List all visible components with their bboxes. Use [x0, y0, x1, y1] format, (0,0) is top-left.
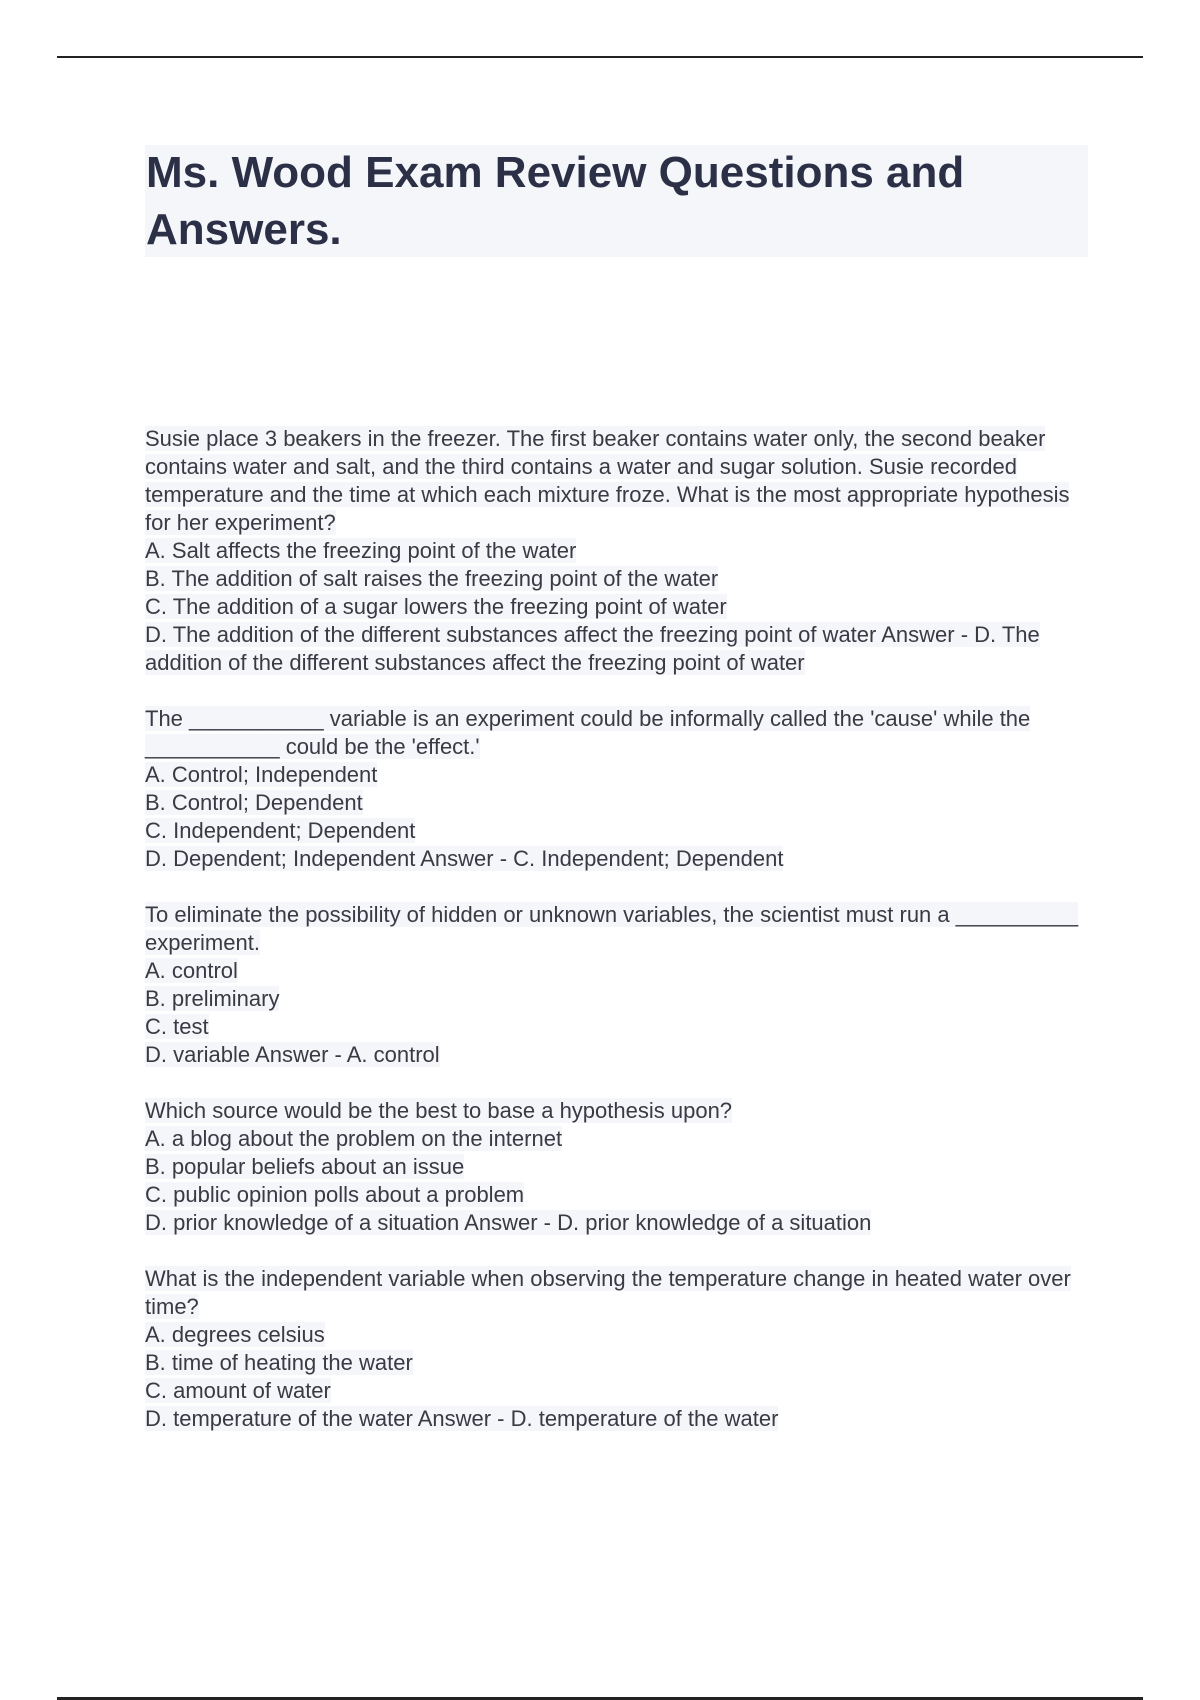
answer-option: A. Control; Independent — [145, 762, 378, 787]
answer-option: B. time of heating the water — [145, 1350, 413, 1375]
answer-option: D. The addition of the different substances affect the freezing point of water Answer - D. The addition of the different substances affect the freezing point of water — [145, 622, 1040, 675]
answer-option: A. a blog about the problem on the internet — [145, 1126, 563, 1151]
answer-option: D. Dependent; Independent Answer - C. Independent; Dependent — [145, 846, 784, 871]
answer-option: C. test — [145, 1014, 209, 1039]
answer-option: C. Independent; Dependent — [145, 818, 416, 843]
answer-option: B. The addition of salt raises the freezing point of the water — [145, 566, 719, 591]
answer-option: C. The addition of a sugar lowers the freezing point of water — [145, 594, 727, 619]
question-block-1 — [145, 425, 1095, 677]
answer-option: D. temperature of the water Answer - D. temperature of the water — [145, 1406, 779, 1431]
question-block-4 — [145, 1097, 1095, 1237]
question-text: The ___________ variable is an experiment could be informally called the 'cause' while the ___________ could be the 'effect.' — [145, 706, 1031, 759]
answer-option: D. variable Answer - A. control — [145, 1042, 440, 1067]
top-rule — [57, 56, 1143, 58]
question-text: Susie place 3 beakers in the freezer. The first beaker contains water only, the second beaker contains water and salt, and the third contains a water and sugar solution. Susie recorded temperature and the time at which each mixture froze. What is the most appropriate hypothesis for her experiment? — [145, 426, 1070, 535]
question-block-3 — [145, 901, 1095, 1069]
question-block-5 — [145, 1265, 1095, 1433]
answer-option: B. preliminary — [145, 986, 280, 1011]
answer-option: C. public opinion polls about a problem — [145, 1182, 525, 1207]
answer-option: C. amount of water — [145, 1378, 331, 1403]
answer-option: B. Control; Dependent — [145, 790, 363, 815]
answer-option: A. Salt affects the freezing point of the water — [145, 538, 577, 563]
answer-option: B. popular beliefs about an issue — [145, 1154, 465, 1179]
page-title: Ms. Wood Exam Review Questions and Answers. — [146, 148, 965, 254]
answer-option: A. control — [145, 958, 238, 983]
question-block-2 — [145, 705, 1095, 873]
answer-option: D. prior knowledge of a situation Answer - D. prior knowledge of a situation — [145, 1210, 872, 1235]
question-text: To eliminate the possibility of hidden or unknown variables, the scientist must run a __________ experiment. — [145, 902, 1079, 955]
question-list — [145, 425, 1095, 1461]
answer-option: A. degrees celsius — [145, 1322, 325, 1347]
question-text: Which source would be the best to base a hypothesis upon? — [145, 1098, 733, 1123]
question-text: What is the independent variable when observing the temperature change in heated water over time? — [145, 1266, 1071, 1319]
